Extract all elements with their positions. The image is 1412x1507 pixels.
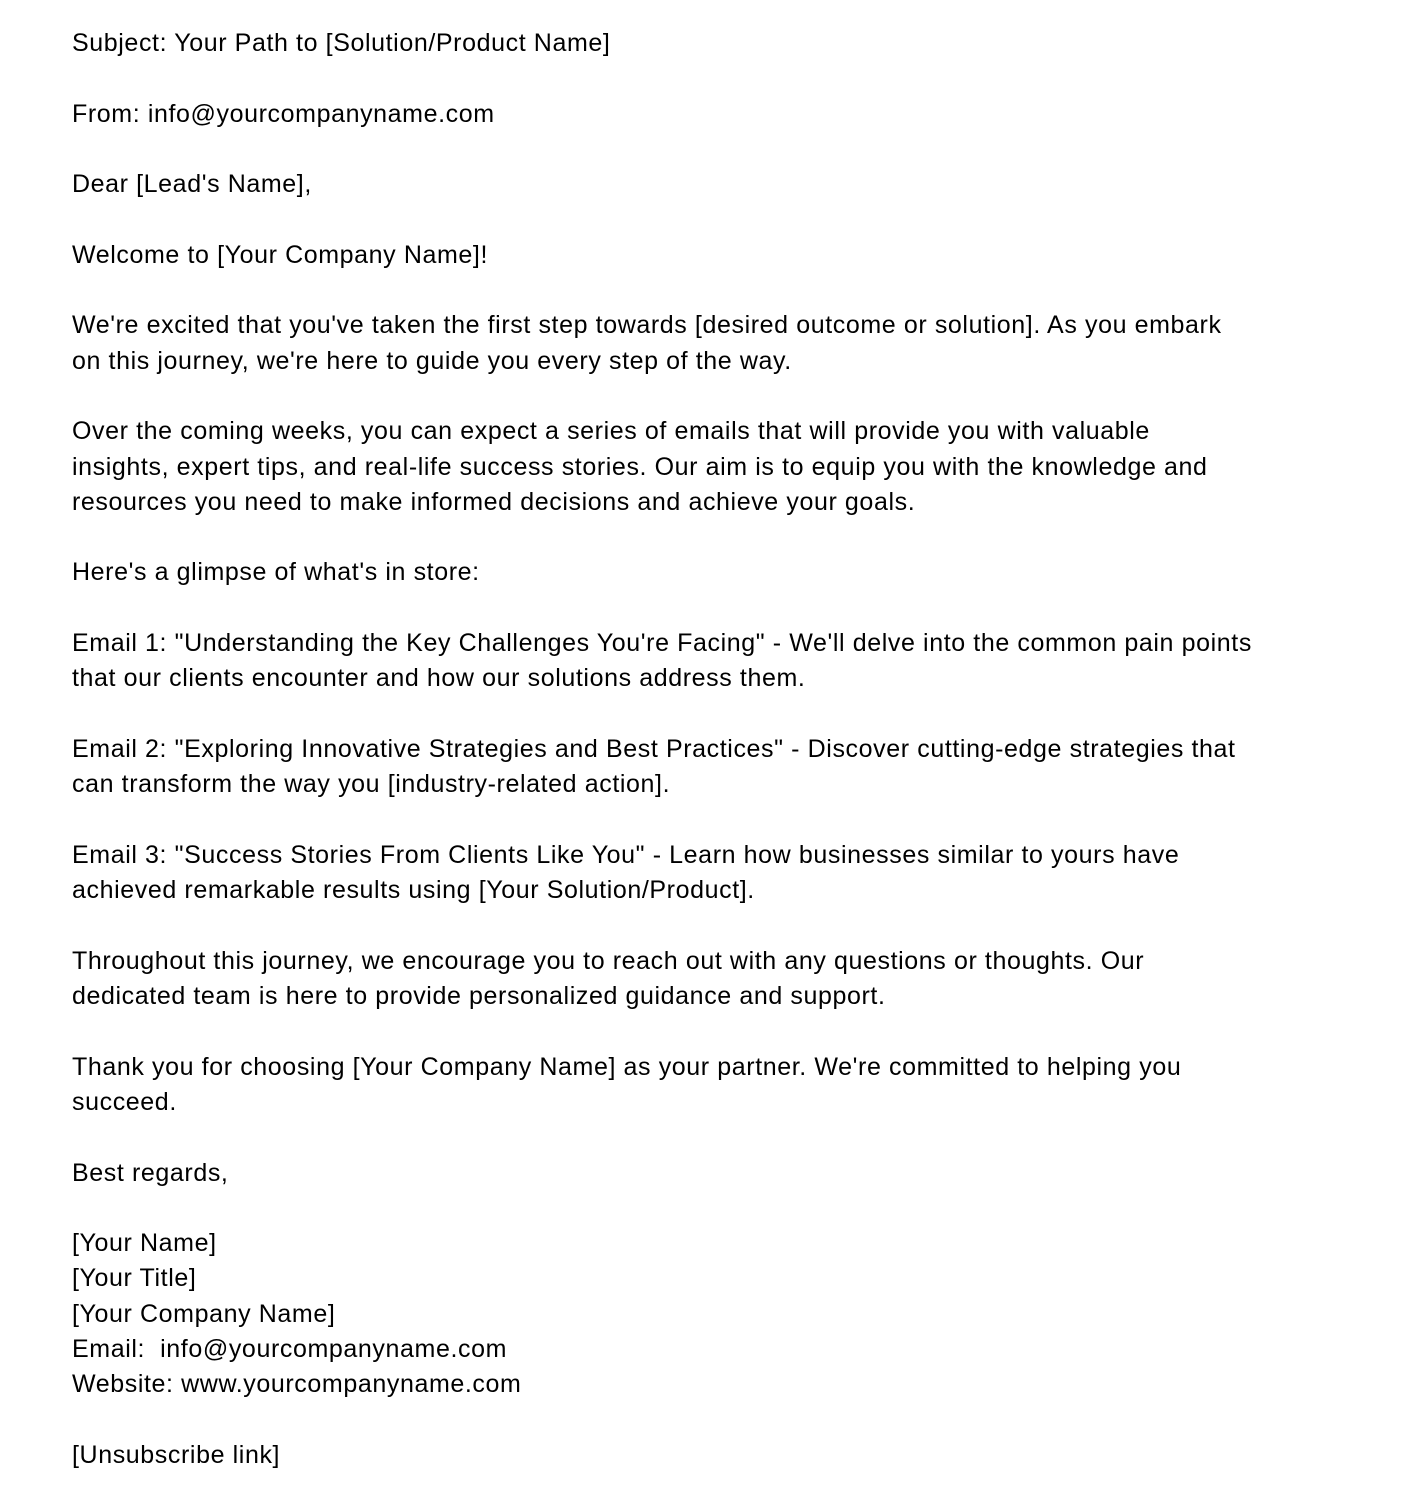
paragraph-thanks — [72, 1050, 1372, 1121]
paragraph-series-overview — [72, 414, 1372, 520]
greeting-text: Dear [Lead's Name], — [72, 170, 312, 199]
paragraph-line: Here's a glimpse of what's in store: — [72, 558, 480, 587]
paragraph-email-1 — [72, 626, 1372, 697]
welcome-text: Welcome to [Your Company Name]! — [72, 240, 488, 269]
paragraph-intro — [72, 308, 1372, 379]
paragraph-line: can transform the way you [industry-related action]. — [72, 770, 671, 799]
paragraph-line: that our clients encounter and how our solutions address them. — [72, 664, 806, 693]
paragraph-glimpse — [72, 555, 1372, 590]
signoff-line — [72, 1156, 1372, 1191]
paragraph-line: achieved remarkable results using [Your Solution/Product]. — [72, 876, 755, 905]
signoff-text: Best regards, — [72, 1158, 229, 1187]
paragraph-line: Throughout this journey, we encourage you to reach out with any questions or thoughts. Our — [72, 946, 1145, 975]
paragraph-line: Over the coming weeks, you can expect a series of emails that will provide you with valuable — [72, 417, 1150, 446]
paragraph-line: dedicated team is here to provide personalized guidance and support. — [72, 982, 886, 1011]
paragraph-email-2 — [72, 732, 1372, 803]
from-text: From: info@yourcompanyname.com — [72, 99, 495, 128]
paragraph-line: Thank you for choosing [Your Company Name] as your partner. We're committed to helping you — [72, 1052, 1182, 1081]
unsubscribe-text: [Unsubscribe link] — [72, 1440, 281, 1469]
paragraph-email-3 — [72, 838, 1372, 909]
paragraph-line: insights, expert tips, and real-life success stories. Our aim is to equip you with the knowledge and — [72, 452, 1208, 481]
paragraph-line: resources you need to make informed decisions and achieve your goals. — [72, 487, 916, 516]
paragraph-line: Email 1: "Understanding the Key Challenges You're Facing" - We'll delve into the common pain points — [72, 629, 1252, 658]
paragraph-line: on this journey, we're here to guide you every step of the way. — [72, 346, 792, 375]
signature-block — [72, 1226, 1372, 1402]
subject-text: Subject: Your Path to [Solution/Product Name] — [72, 29, 611, 57]
paragraph-line: We're excited that you've taken the first step towards [desired outcome or solution]. As you embark — [72, 311, 1222, 340]
signature-email: Email: info@yourcompanyname.com — [72, 1334, 508, 1363]
unsubscribe-line — [72, 1438, 1372, 1473]
signature-company: [Your Company Name] — [72, 1299, 336, 1328]
subject-line — [72, 26, 1372, 61]
greeting-line — [72, 167, 1372, 202]
signature-website: Website: www.yourcompanyname.com — [72, 1370, 522, 1399]
signature-title: [Your Title] — [72, 1264, 197, 1293]
paragraph-line: succeed. — [72, 1087, 177, 1116]
signature-name: [Your Name] — [72, 1229, 217, 1258]
welcome-line — [72, 238, 1372, 273]
paragraph-line: Email 2: "Exploring Innovative Strategies and Best Practices" - Discover cutting-edge strategies that — [72, 734, 1236, 763]
paragraph-support — [72, 944, 1372, 1015]
from-line — [72, 97, 1372, 132]
paragraph-line: Email 3: "Success Stories From Clients Like You" - Learn how businesses similar to yours have — [72, 840, 1180, 869]
